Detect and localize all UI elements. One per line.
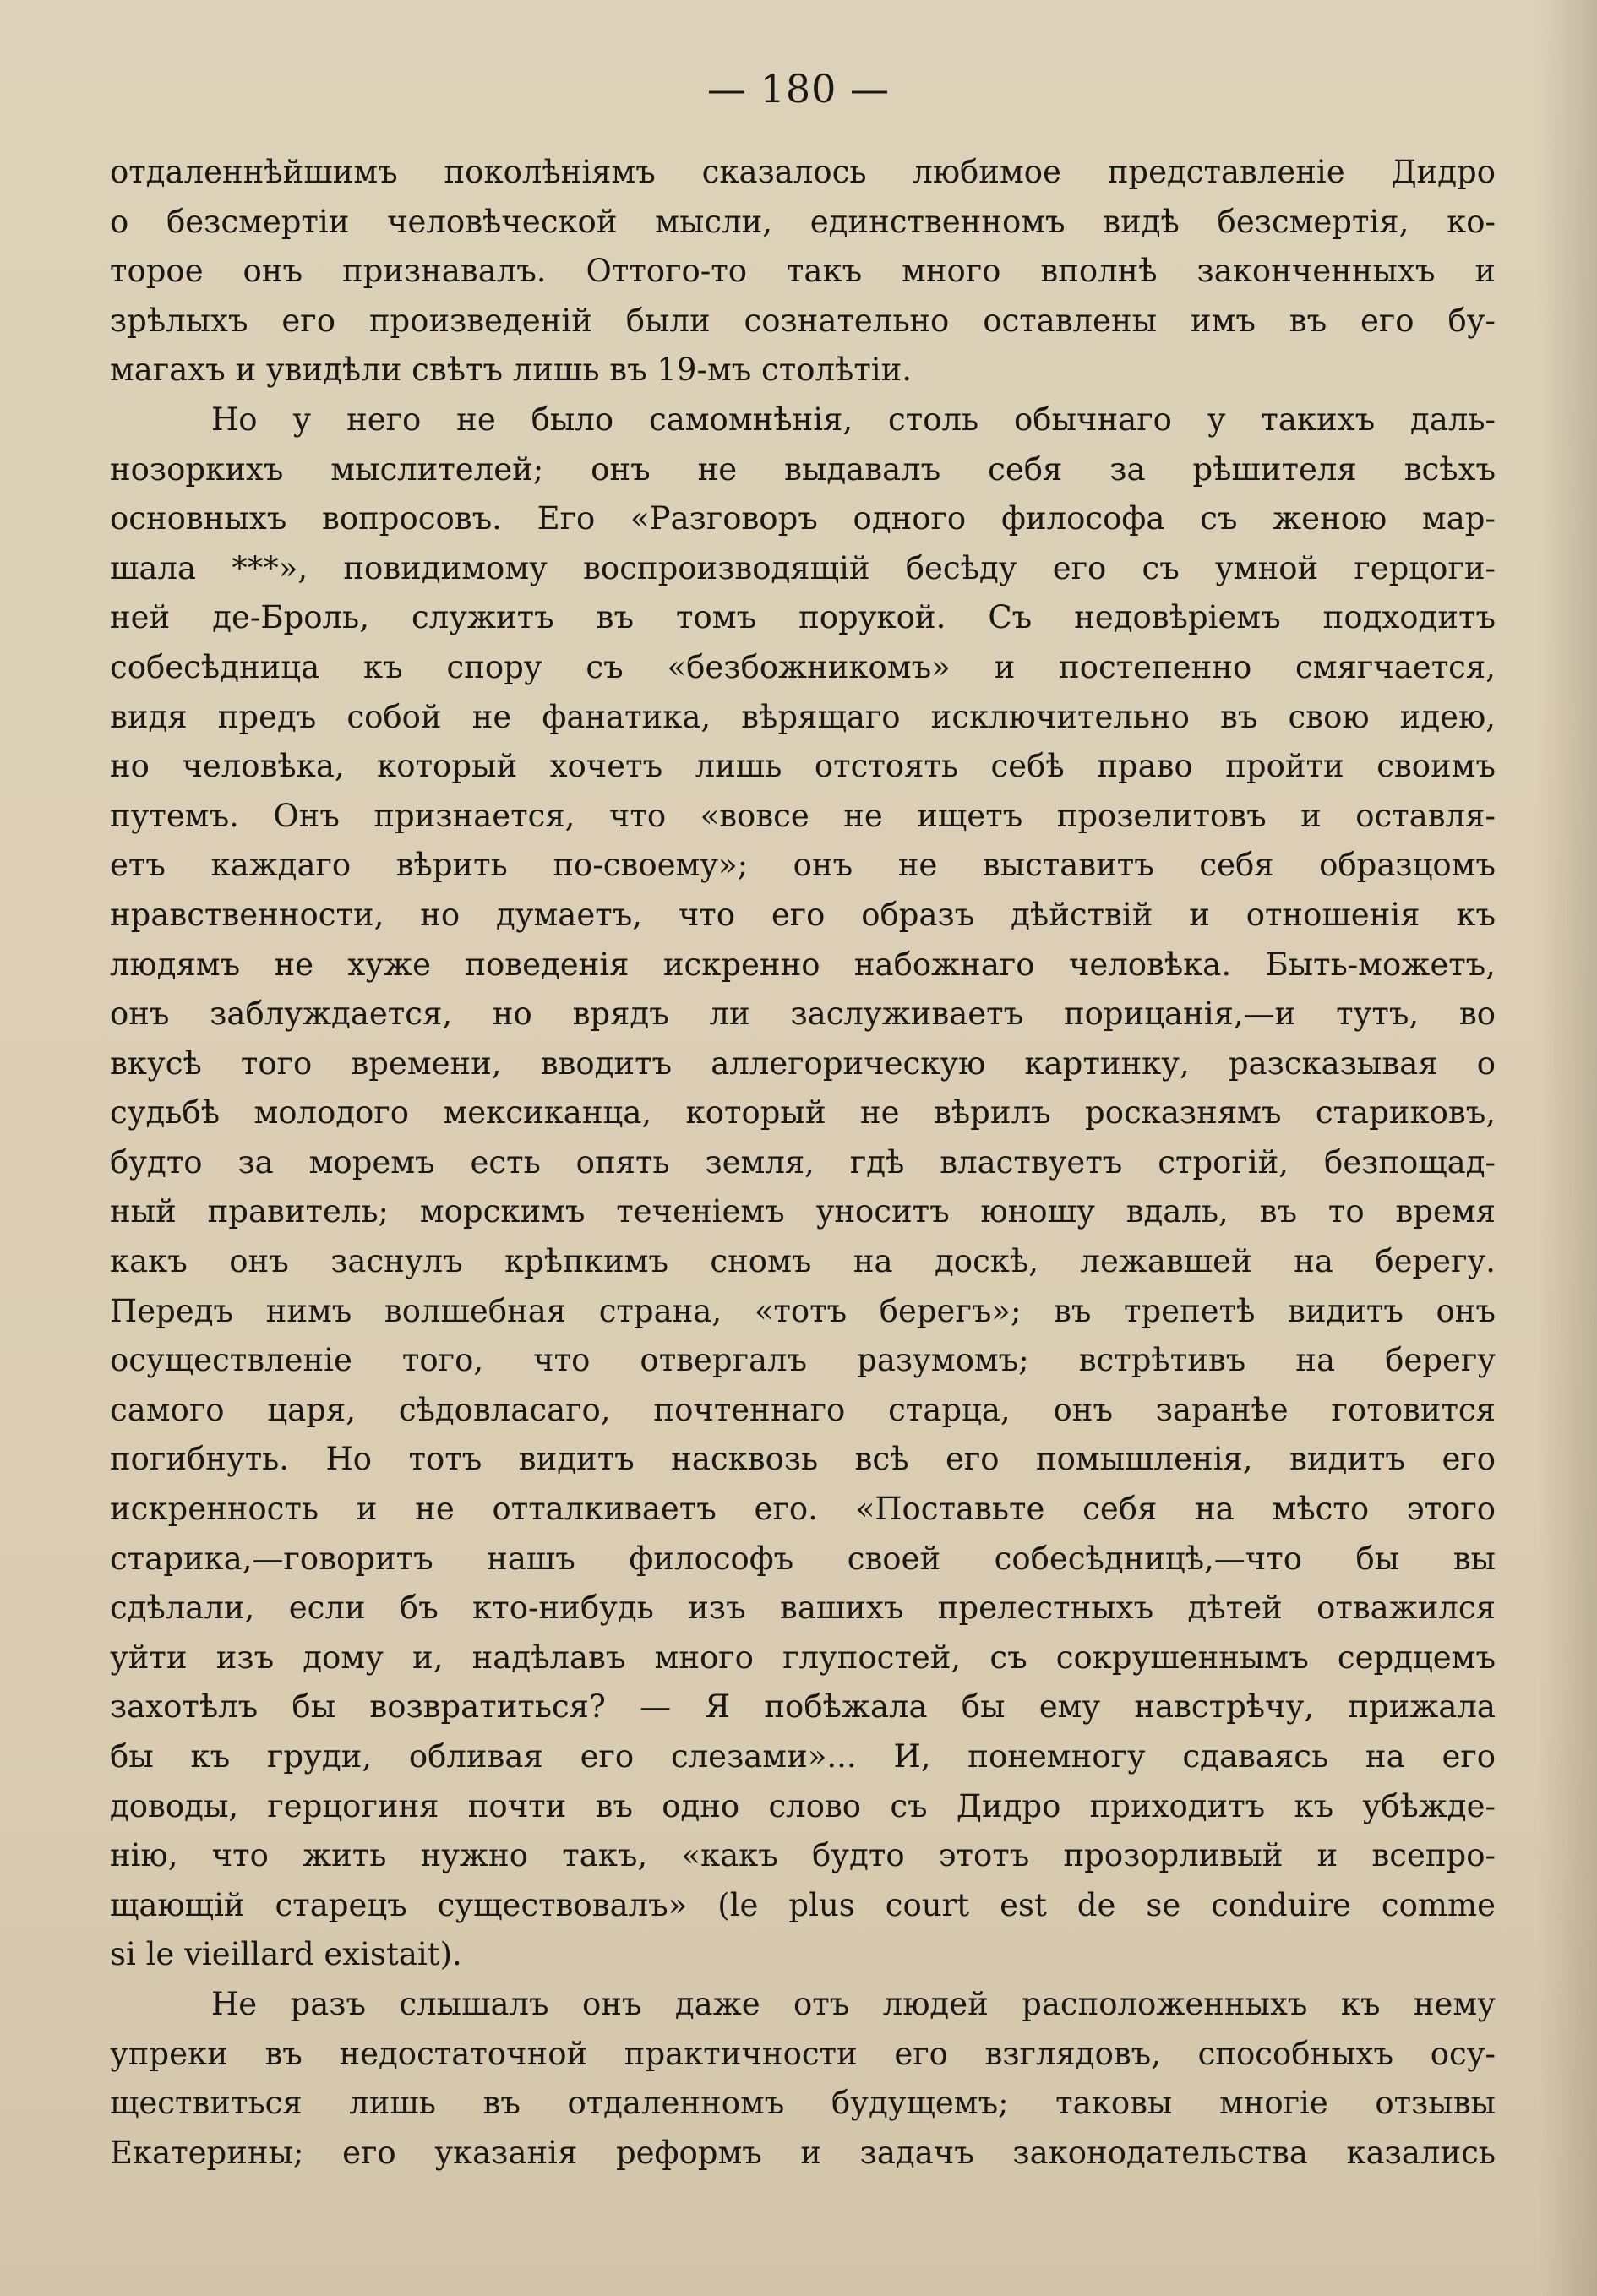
body-text bbox=[110, 148, 1496, 2178]
text-line: людямъ не хуже поведенія искренно набожнаго человѣка. Быть-можетъ, bbox=[110, 946, 1496, 983]
text-line: захотѣлъ бы возвратиться? — Я побѣжала бы ему навстрѣчу, прижала bbox=[110, 1688, 1496, 1726]
text-line: Но у него не было самомнѣнія, столь обычнаго у такихъ даль- bbox=[211, 401, 1496, 438]
text-line: но человѣка, который хочетъ лишь отстоять себѣ право пройти своимъ bbox=[110, 748, 1496, 785]
text-line: ществиться лишь въ отдаленномъ будущемъ; таковы многіе отзывы bbox=[110, 2085, 1496, 2122]
text-line: магахъ и увидѣли свѣтъ лишь въ 19-мъ столѣтіи. bbox=[110, 352, 913, 389]
text-line: основныхъ вопросовъ. Его «Разговоръ одного философа съ женою мар- bbox=[110, 500, 1496, 537]
text-line: путемъ. Онъ признается, что «вовсе не ищетъ прозелитовъ и оставля- bbox=[110, 797, 1496, 834]
text-line: осуществленіе того, что отвергалъ разумомъ; встрѣтивъ на берегу bbox=[110, 1342, 1496, 1379]
text-line: старика,—говоритъ нашъ философъ своей собесѣдницѣ,—что бы вы bbox=[110, 1540, 1496, 1577]
text-line: самого царя, сѣдовласаго, почтеннаго старца, онъ заранѣе готовится bbox=[110, 1391, 1496, 1428]
text-line: о безсмертіи человѣческой мысли, единственномъ видѣ безсмертія, ко- bbox=[110, 203, 1496, 240]
text-line: упреки въ недостаточной практичности его взглядовъ, способныхъ осу- bbox=[110, 2035, 1496, 2072]
text-line: етъ каждаго вѣрить по-своему»; онъ не выставитъ себя образцомъ bbox=[110, 847, 1496, 884]
text-line: уйти изъ дому и, надѣлавъ много глупостей, съ сокрушеннымъ сердцемъ bbox=[110, 1639, 1496, 1676]
text-line: Не разъ слышалъ онъ даже отъ людей расположенныхъ къ нему bbox=[211, 1985, 1496, 2022]
text-line: зрѣлыхъ его произведеній были сознательно оставлены имъ въ его бу- bbox=[110, 302, 1496, 339]
text-line: Екатерины; его указанія реформъ и задачъ законодательства казались bbox=[110, 2134, 1496, 2171]
text-line: ный правитель; морскимъ теченіемъ уноситъ юношу вдаль, въ то время bbox=[110, 1193, 1496, 1230]
text-line: щающій старецъ существовалъ» (le plus court est de se conduire comme bbox=[110, 1886, 1496, 1923]
text-line: судьбѣ молодого мексиканца, который не вѣрилъ росказнямъ стариковъ, bbox=[110, 1094, 1496, 1132]
text-line: сдѣлали, если бъ кто-нибудь изъ вашихъ прелестныхъ дѣтей отважился bbox=[110, 1590, 1496, 1627]
text-line: нозоркихъ мыслителей; онъ не выдавалъ себя за рѣшителя всѣхъ bbox=[110, 450, 1496, 488]
text-line: онъ заблуждается, но врядъ ли заслуживаетъ порицанія,—и тутъ, во bbox=[110, 995, 1496, 1033]
text-line: собесѣдница къ спору съ «безбожникомъ» и постепенно смягчается, bbox=[110, 648, 1496, 685]
text-line: нравственности, но думаетъ, что его образъ дѣйствій и отношенія къ bbox=[110, 896, 1496, 933]
text-line: погибнуть. Но тотъ видитъ насквозь всѣ его помышленія, видитъ его bbox=[110, 1441, 1496, 1478]
text-line: какъ онъ заснулъ крѣпкимъ сномъ на доскѣ, лежавшей на берегу. bbox=[110, 1243, 1496, 1280]
text-line: нію, что жить нужно такъ, «какъ будто этотъ прозорливый и всепро- bbox=[110, 1837, 1496, 1874]
text-line: si le vieillard existait). bbox=[110, 1936, 462, 1973]
text-line: шала ***», повидимому воспроизводящій бесѣду его съ умной герцоги- bbox=[110, 549, 1496, 586]
text-line: отдаленнѣйшимъ поколѣніямъ сказалось любимое представленіе Дидро bbox=[110, 154, 1496, 190]
text-line: ней де-Броль, служитъ въ томъ порукой. Съ недовѣріемъ подходитъ bbox=[110, 599, 1496, 636]
text-line: торое онъ признавалъ. Оттого-то такъ много вполнѣ законченныхъ и bbox=[110, 253, 1496, 290]
text-line: вкусѣ того времени, вводитъ аллегорическую картинку, разсказывая о bbox=[110, 1044, 1496, 1082]
text-line: Передъ нимъ волшебная страна, «тотъ берегъ»; въ трепетѣ видитъ онъ bbox=[110, 1292, 1496, 1329]
text-line: доводы, герцогиня почти въ одно слово съ Дидро приходитъ къ убѣжде- bbox=[110, 1787, 1496, 1824]
text-line: бы къ груди, обливая его слезами»... И, понемногу сдаваясь на его bbox=[110, 1738, 1496, 1775]
text-line: видя предъ собой не фанатика, вѣрящаго исключительно въ свою идею, bbox=[110, 698, 1496, 735]
page-number: — 180 — bbox=[706, 66, 891, 112]
text-line: искренность и не отталкиваетъ его. «Поставьте себя на мѣсто этого bbox=[110, 1491, 1496, 1528]
text-line: будто за моремъ есть опять земля, гдѣ властвуетъ строгій, безпощад- bbox=[110, 1143, 1496, 1181]
